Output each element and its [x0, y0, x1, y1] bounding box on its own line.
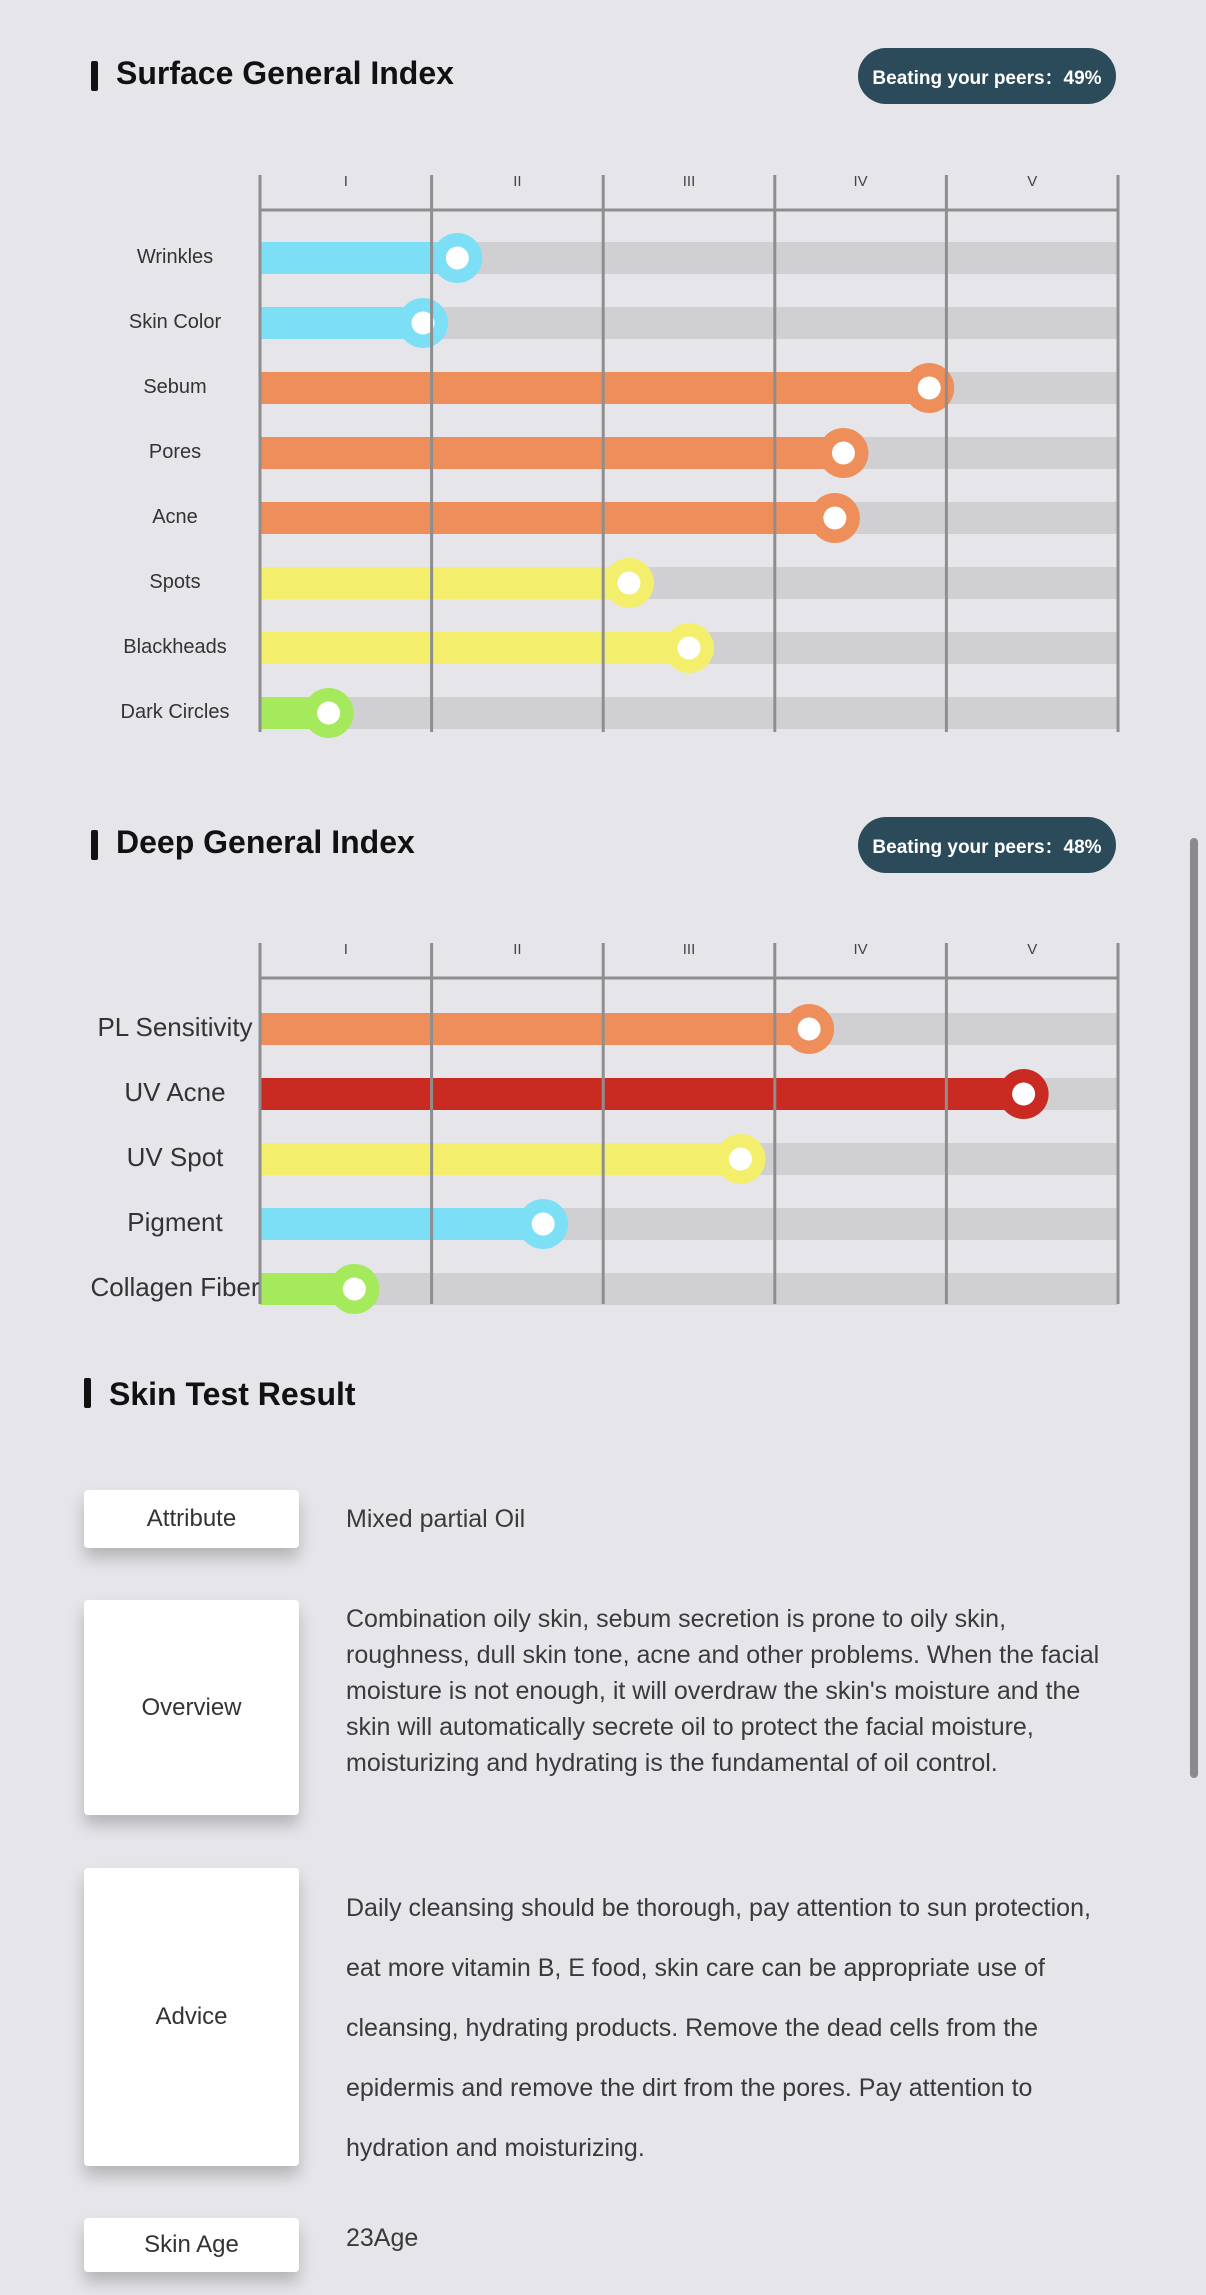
advice-text: Daily cleansing should be thorough, pay attention to sun protection, eat more vitamin B, E food, skin care can be appropriate use of cleansing, hydrating products. Remove the dead cells from the epidermis and remove the dirt from the pores. Pay attention to hydration and moisturizing.: [346, 1894, 1091, 2162]
deep-row-marker-dot: [798, 1018, 821, 1041]
attribute-value: Mixed partial Oil: [346, 1505, 526, 1533]
surface-row-bar: [260, 437, 843, 469]
surface-row-bar: [260, 242, 457, 274]
surface-row-marker-dot: [678, 637, 701, 660]
deep-row-marker-dot: [729, 1148, 752, 1171]
row-label: Sebum: [143, 376, 207, 398]
deep-chart-svg: [0, 938, 1206, 1314]
deep-row-track: [260, 1273, 1118, 1305]
surface-peers-badge: Beating your peers：49%: [858, 48, 1116, 104]
result-title-marker: [84, 1378, 91, 1408]
attribute-label: Attribute: [84, 1490, 299, 1548]
deep-level-label: II: [513, 941, 522, 958]
surface-level-label: IV: [853, 173, 868, 190]
surface-row-marker-dot: [317, 702, 340, 725]
surface-index-chart: [0, 170, 1206, 740]
deep-level-label: IV: [853, 941, 868, 958]
row-label: UV Acne: [124, 1077, 226, 1108]
surface-row-marker-dot: [617, 572, 640, 595]
surface-title: Surface General Index: [116, 55, 454, 91]
surface-row-marker-dot: [446, 247, 469, 270]
surface-row-marker-dot: [832, 442, 855, 465]
surface-level-label: III: [682, 173, 696, 190]
deep-title-marker: [91, 830, 98, 860]
deep-row-marker-dot: [343, 1278, 366, 1301]
overview-label: Overview: [84, 1600, 299, 1815]
advice-label: Advice: [84, 1868, 299, 2166]
surface-row-marker-dot: [823, 507, 846, 530]
surface-row-track: [260, 697, 1118, 729]
row-label: Skin Color: [128, 311, 222, 333]
deep-row-bar: [260, 1143, 740, 1175]
surface-row-marker-dot: [918, 377, 941, 400]
surface-row-bar: [260, 372, 929, 404]
surface-section-header: [0, 45, 1206, 105]
deep-peers-badge: Beating your peers：48%: [858, 817, 1116, 873]
skin-age-label: Skin Age: [84, 2218, 299, 2272]
result-title: Skin Test Result: [109, 1376, 356, 1412]
skin-age-value: 23Age: [346, 2224, 419, 2252]
row-label: Collagen Fiber: [90, 1272, 260, 1303]
surface-row-bar: [260, 632, 689, 664]
row-label: PL Sensitivity: [97, 1012, 253, 1043]
deep-title: Deep General Index: [116, 824, 415, 860]
deep-level-label: III: [682, 941, 696, 958]
deep-row-marker-dot: [1012, 1083, 1035, 1106]
row-label: UV Spot: [126, 1142, 224, 1173]
deep-row-bar: [260, 1013, 809, 1045]
deep-row-bar: [260, 1078, 1024, 1110]
surface-row-bar: [260, 567, 629, 599]
deep-row-marker-dot: [532, 1213, 555, 1236]
deep-index-chart: [0, 938, 1206, 1338]
deep-section-header: [0, 814, 1206, 874]
surface-level-label: II: [513, 173, 522, 190]
surface-level-label: V: [1027, 173, 1038, 190]
row-label: Spots: [149, 571, 201, 593]
result-section-header: [0, 1366, 1206, 1426]
row-label: Dark Circles: [120, 701, 230, 723]
row-label: Blackheads: [123, 636, 227, 658]
surface-row-bar: [260, 502, 835, 534]
page-scrollbar[interactable]: [1190, 838, 1198, 1778]
deep-level-label: I: [343, 941, 348, 958]
surface-title-marker: [91, 61, 98, 91]
row-label: Pigment: [127, 1207, 223, 1238]
surface-level-label: I: [343, 173, 348, 190]
deep-level-label: V: [1027, 941, 1038, 958]
row-label: Wrinkles: [136, 246, 214, 268]
row-label: Acne: [152, 506, 198, 528]
row-label: Pores: [148, 441, 202, 463]
deep-row-bar: [260, 1208, 543, 1240]
overview-text: Combination oily skin, sebum secretion is prone to oily skin, roughness, dull skin tone, acne and other problems. When the facial moisture is not enough, it will overdraw the skin's moisture and the skin will automatically secrete oil to protect the facial moisture, moisturizing and hydrating is the fundamental of oil control.: [346, 1605, 1100, 1777]
